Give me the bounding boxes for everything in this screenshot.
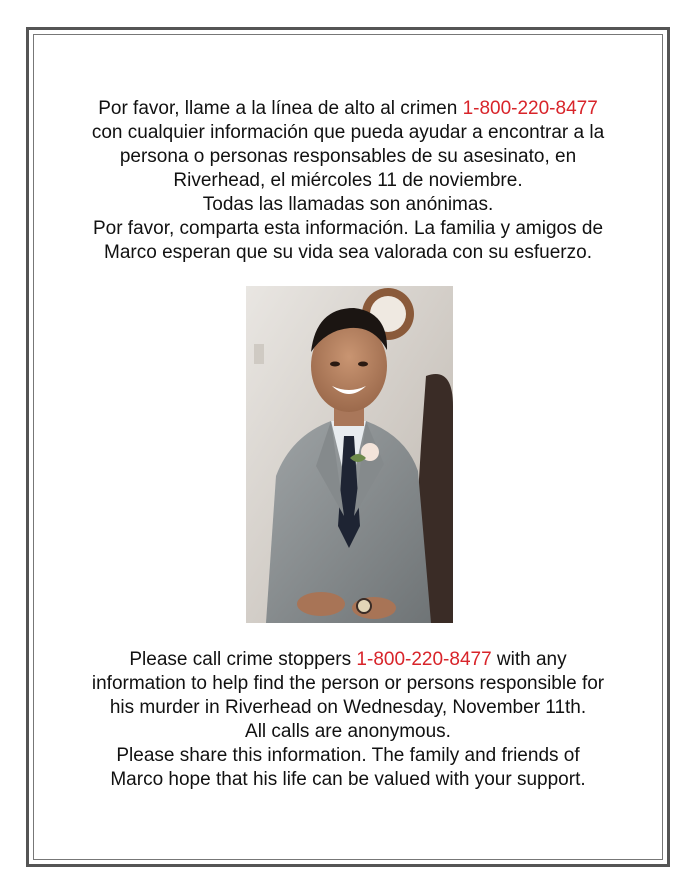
spanish-line-2: con cualquier información que pueda ayudar a encontrar a la — [91, 122, 605, 143]
english-line-1-prefix: Please call crime stoppers — [129, 649, 357, 670]
english-line-4: All calls are anonymous. — [245, 721, 451, 742]
spanish-line-3: persona o personas responsables de su asesinato, en — [119, 146, 577, 167]
spanish-message — [0, 97, 696, 265]
english-line-2: information to help find the person or persons responsible for — [91, 673, 605, 694]
english-line-5: Please share this information. The family and friends of — [116, 745, 580, 766]
spanish-phone-number: 1-800-220-8477 — [462, 98, 598, 119]
english-message — [0, 648, 696, 792]
english-line-3: his murder in Riverhead on Wednesday, November 11th. — [109, 697, 587, 718]
spanish-line-7: Marco esperan que su vida sea valorada con su esfuerzo. — [104, 242, 592, 263]
portrait-photo — [246, 286, 453, 623]
english-line-1-suffix: with any — [491, 649, 567, 670]
english-phone-number: 1-800-220-8477 — [356, 649, 492, 670]
spanish-line-1-prefix: Por favor, llame a la línea de alto al crimen — [98, 98, 463, 119]
spanish-line-5: Todas las llamadas son anónimas. — [202, 194, 494, 215]
spanish-line-1 — [0, 97, 696, 121]
spanish-line-4: Riverhead, el miércoles 11 de noviembre. — [173, 170, 523, 191]
spanish-line-6: Por favor, comparta esta información. La familia y amigos de — [92, 218, 604, 239]
english-line-1 — [0, 648, 696, 672]
english-line-6: Marco hope that his life can be valued with your support. — [110, 769, 586, 790]
